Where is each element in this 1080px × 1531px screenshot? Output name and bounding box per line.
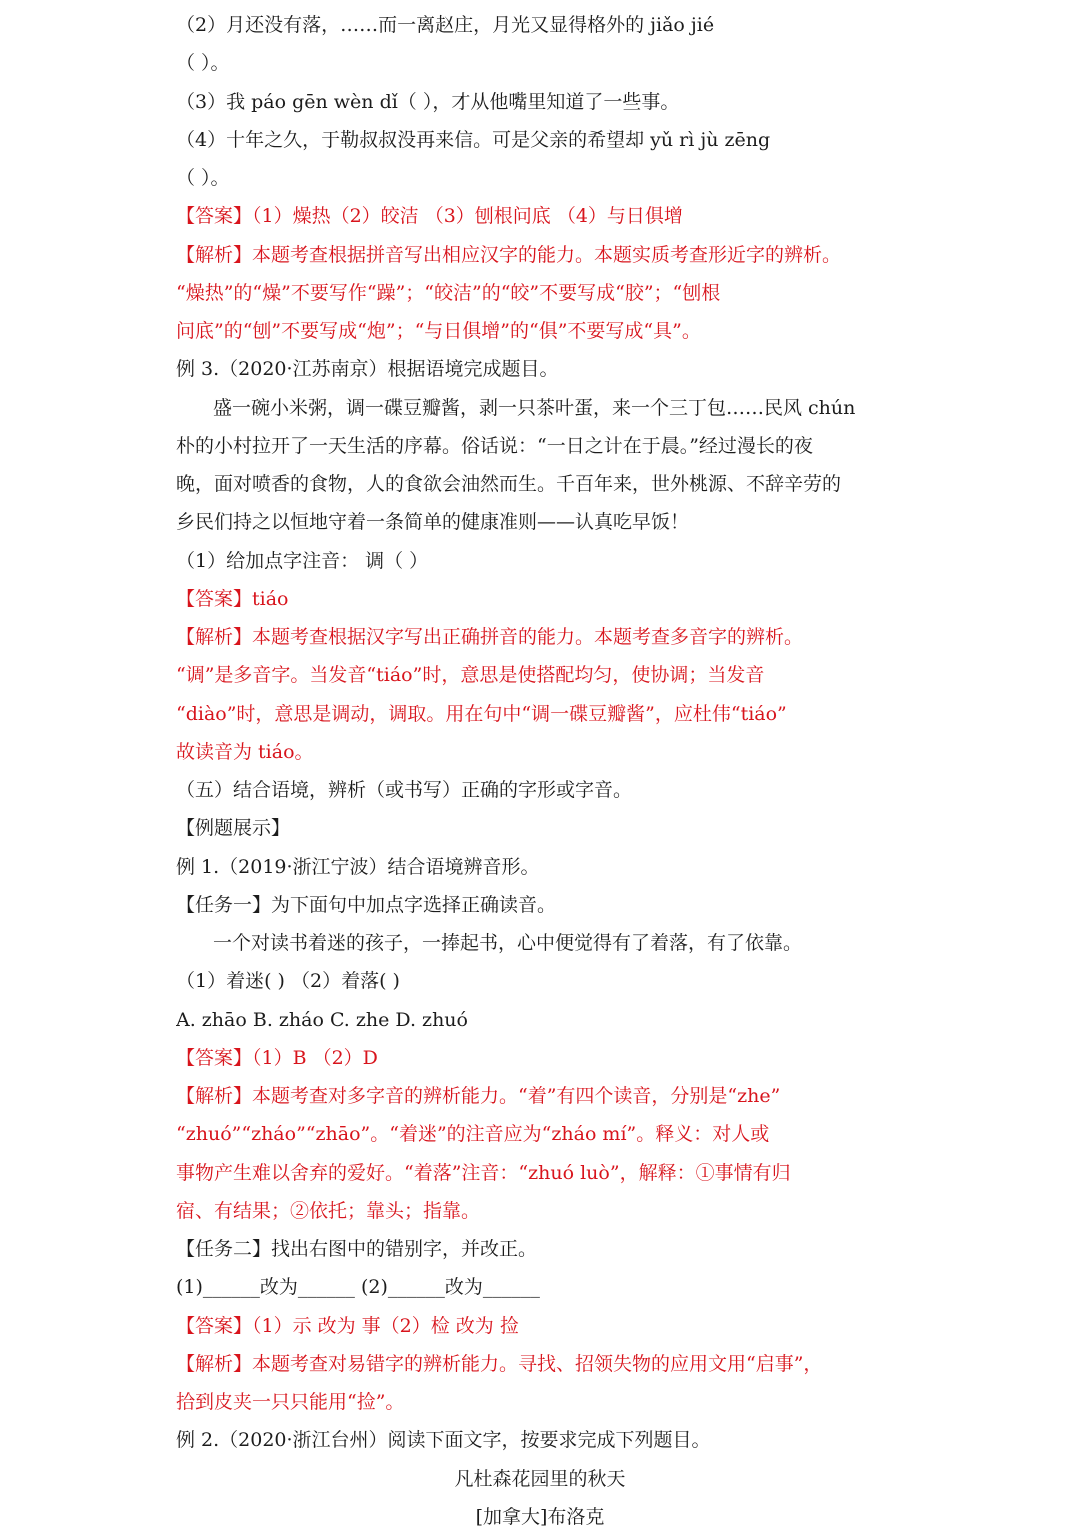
centered-title-line: 凡杜森花园里的秋天: [454, 1468, 626, 1490]
text-line: 例 1.（2019·浙江宁波）结合语境辨音形。: [176, 856, 540, 878]
text-line: 盛一碗小米粥，调一碟豆瓣酱，剥一只茶叶蛋，来一个三丁包……民风 chún: [213, 397, 856, 419]
answer-line: 拾到皮夹一只只能用“捡”。: [176, 1391, 405, 1413]
answer-line: 问底”的“刨”不要写成“炮”；“与日俱增”的“俱”不要写成“具”。: [176, 320, 701, 342]
text-line: （1）着迷( ) （2）着落( ): [176, 970, 400, 992]
text-line: 一个对读书着迷的孩子，一捧起书，心中便觉得有了着落，有了依靠。: [213, 932, 803, 954]
text-line: （五）结合语境，辨析（或书写）正确的字形或字音。: [176, 779, 633, 801]
text-line: 【任务一】为下面句中加点字选择正确读音。: [176, 894, 557, 916]
answer-line: 【答案】（1）B （2）D: [176, 1047, 378, 1069]
answer-line: “调”是多音字。当发音“tiáo”时，意思是使搭配均匀，使协调；当发音: [176, 664, 765, 686]
text-line: （1）给加点字注音： 调（ ）: [176, 550, 429, 572]
text-line: （ ）。: [176, 167, 230, 189]
text-line: 朴的小村拉开了一天生活的序幕。俗话说：“一日之计在于晨。”经过漫长的夜: [176, 435, 813, 457]
answer-line: 【答案】tiáo: [176, 588, 289, 610]
centered-title-line: [加拿大]布洛克: [475, 1506, 605, 1528]
text-line: 【例题展示】: [176, 817, 291, 839]
text-line: 【任务二】找出右图中的错别字，并改正。: [176, 1238, 538, 1260]
answer-line: 【解析】本题考查对易错字的辨析能力。寻找、招领失物的应用文用“启事”，: [176, 1353, 823, 1375]
text-line: 晚，面对喷香的食物，人的食欲会油然而生。千百年来，世外桃源、不辞辛劳的: [176, 473, 842, 495]
answer-line: 【答案】（1）示 改为 事（2）检 改为 捡: [176, 1315, 519, 1337]
text-line: （4）十年之久，于勒叔叔没再来信。可是父亲的希望却 yǔ rì jù zēng: [176, 129, 771, 151]
answer-line: 【解析】本题考查根据汉字写出正确拼音的能力。本题考查多音字的辨析。: [176, 626, 804, 648]
text-line: (1)______改为______ (2)______改为______: [176, 1276, 540, 1298]
text-line: 例 3.（2020·江苏南京）根据语境完成题目。: [176, 358, 559, 380]
text-line: （2）月还没有落，……而一离赵庄，月光又显得格外的 jiǎo jié: [176, 14, 715, 36]
text-line: 例 2.（2020·浙江台州）阅读下面文字，按要求完成下列题目。: [176, 1429, 711, 1451]
answer-line: 宿、有结果；②依托；靠头；指靠。: [176, 1200, 481, 1222]
text-line: 乡民们持之以恒地守着一条简单的健康准则——认真吃早饭！: [176, 511, 690, 533]
answer-line: “diào”时，意思是调动，调取。用在句中“调一碟豆瓣酱”，应杜伟“tiáo”: [176, 703, 787, 725]
answer-line: 故读音为 tiáo。: [176, 741, 314, 763]
answer-line: 【答案】（1）燥热（2）皎洁 （3）刨根问底 （4）与日俱增: [176, 205, 683, 227]
text-line: A. zhāo B. zháo C. zhe D. zhuó: [176, 1009, 468, 1031]
text-line: （ ）。: [176, 52, 230, 74]
answer-line: “燥热”的“燥”不要写作“躁”；“皎洁”的“皎”不要写成“胶”；“刨根: [176, 282, 721, 304]
answer-line: 【解析】本题考查根据拼音写出相应汉字的能力。本题实质考查形近字的辨析。: [176, 244, 842, 266]
answer-line: 【解析】本题考查对多字音的辨析能力。“着”有四个读音，分别是“zhe”: [176, 1085, 781, 1107]
answer-line: 事物产生难以舍弃的爱好。“着落”注音：“zhuó luò”，解释：①事情有归: [176, 1162, 791, 1184]
text-line: （3）我 páo gēn wèn dǐ（ ），才从他嘴里知道了一些事。: [176, 91, 680, 113]
answer-line: “zhuó”“zháo”“zhāo”。“着迷”的注音应为“zháo mí”。释义：对人或: [176, 1123, 770, 1145]
